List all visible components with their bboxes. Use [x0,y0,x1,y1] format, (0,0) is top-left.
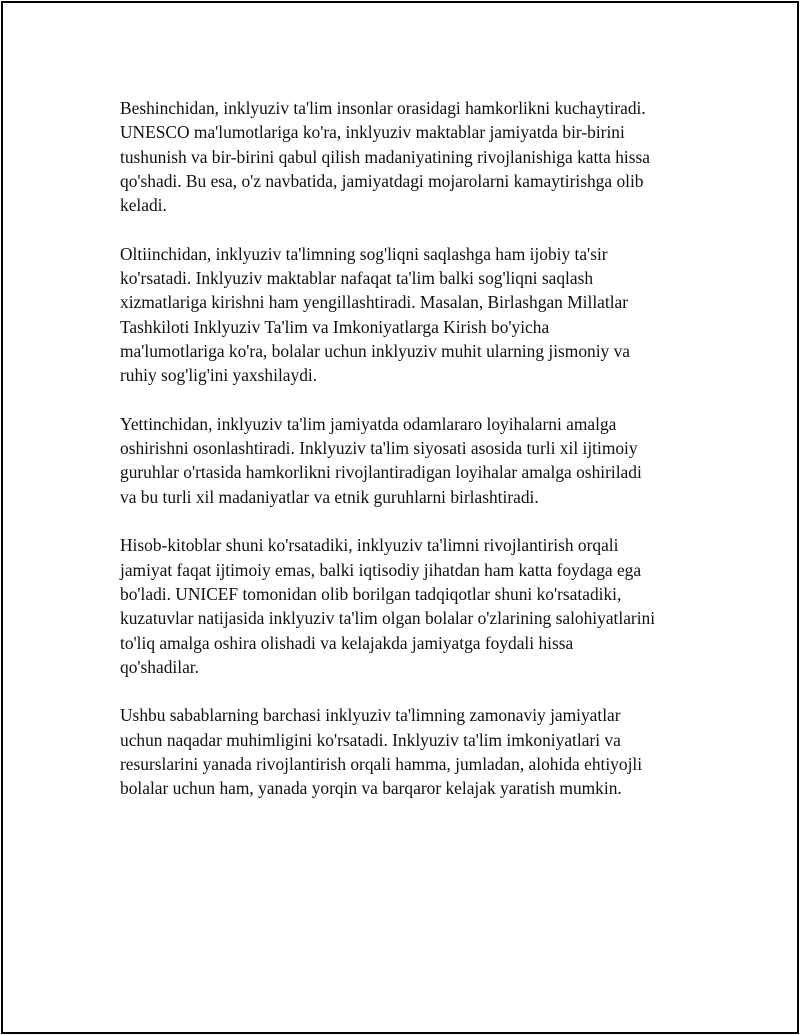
paragraph-hisob-kitoblar: Hisob-kitoblar shuni ko'rsatadiki, inklyuziv ta'limni rivojlantirish orqali jamiyat faqat ijtimoiy emas, balki iqtisodiy jihatdan ham katta foydaga ega bo'ladi. UNICEF tomonidan olib borilgan tadqiqotlar shuni ko'rsatadiki, kuzatuvlar natijasida inklyuziv ta'lim olgan bolalar o'zlarining salohiyatlarini to'liq amalga oshira olishadi va kelajakda jamiyatga foydali hissa qo'shadilar. [120,535,656,677]
document-body [120,96,700,825]
paragraph-ushbu-sabablar: Ushbu sabablarning barchasi inklyuziv ta'limning zamonaviy jamiyatlar uchun naqadar muhimligini ko'rsatadi. Inklyuziv ta'lim imkoniyatlari va resurslarini yanada rivojlantirish orqali hamma, jumladan, alohida ehtiyojli bolalar uchun ham, yanada yorqin va barqaror kelajak yaratish mumkin. [120,705,643,799]
page-frame [1,1,799,1034]
paragraph-yettinchidan: Yettinchidan, inklyuziv ta'lim jamiyatda odamlararo loyihalarni amalga oshirishni osonlashtiradi. Inklyuziv ta'lim siyosati asosida turli xil ijtimoiy guruhlar o'rtasida hamkorlikni rivojlantiradigan loyihalar amalga oshiriladi va bu turli xil madaniyatlar va etnik guruhlarni birlashtiradi. [120,413,642,507]
paragraph-beshinchidan: Beshinchidan, inklyuziv ta'lim insonlar orasidagi hamkorlikni kuchaytiradi. UNESCO ma'lumotlariga ko'ra, inklyuziv maktablar jamiyatda bir-birini tushunish va bir-birini qabul qilish madaniyatining rivojlanishiga katta hissa qo'shadi. Bu esa, o'z navbatida, jamiyatdagi mojarolarni kamaytirishga olib keladi. [120,98,650,216]
paragraph-oltiinchidan: Oltiinchidan, inklyuziv ta'limning sog'liqni saqlashga ham ijobiy ta'sir ko'rsatadi. Inklyuziv maktablar nafaqat ta'lim balki sog'liqni saqlash xizmatlariga kirishni ham yengillashtiradi. Masalan, Birlashgan Millatlar Tashkiloti Inklyuziv Ta'lim va Imkoniyatlarga Kirish bo'yicha ma'lumotlariga ko'ra, bolalar uchun inklyuziv muhit ularning jismoniy va ruhiy sog'lig'ini yaxshilaydi. [120,243,631,386]
